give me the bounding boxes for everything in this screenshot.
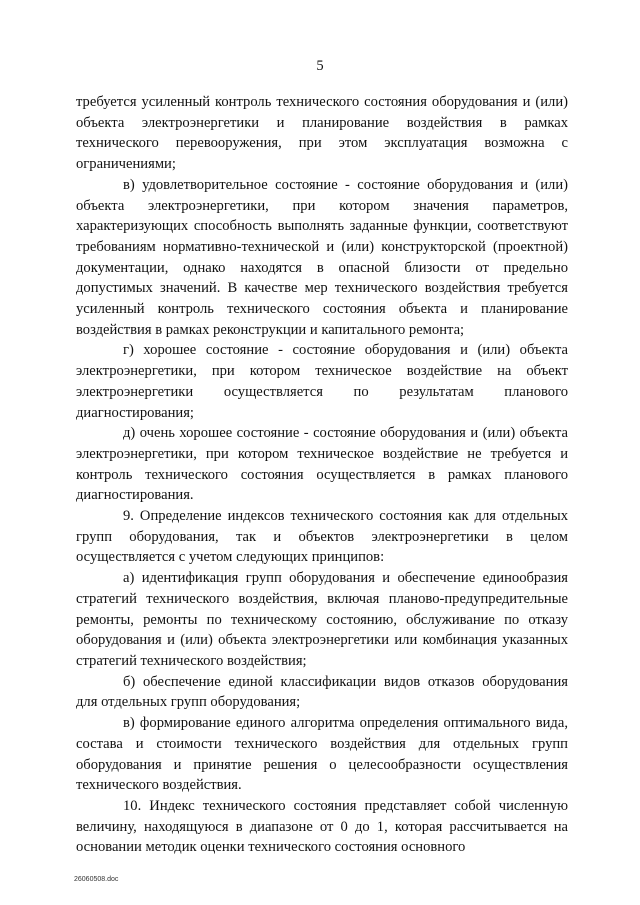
paragraph-item-d: д) очень хорошее состояние - состояние оборудования и (или) объекта электроэнергетики, при котором техническое воздействие не требуется и контроль технического состояния осуществляется в рамках планового диагностирования. [76,425,568,504]
paragraph-clause-9: 9. Определение индексов технического состояния как для отдельных групп оборудования, так и объектов электроэнергетики в целом осуществляется с учетом следующих принципов: [76,508,568,566]
paragraph-item-v2: в) формирование единого алгоритма определения оптимального вида, состава и стоимости технического воздействия для отдельных групп оборудования и принятие решения о целесообразности осуществления технического воздействия. [76,715,568,794]
paragraph-item-a: а) идентификация групп оборудования и обеспечение единообразия стратегий технического воздействия, включая планово-предупредительные ремонты, ремонты по техническому состоянию, обслуживание по отказу оборудования и (или) объекта электроэнергетики или комбинация указанных стратегий технического воздействия; [76,570,568,669]
paragraph-item-v: в) удовлетворительное состояние - состояние оборудования и (или) объекта электроэнергетики, при котором значения параметров, характеризующих способность выполнять заданные функции, соответствуют требованиям нормативно-технической и (или) конструкторской (проектной) документации, однако находятся в опасной близости от предельно допустимых значений. В качестве мер технического воздействия требуется усиленный контроль технического состояния объекта и планирование воздействия в рамках реконструкции и капитального ремонта; [76,176,568,338]
footer-filename: 26060508.doc [74,876,119,883]
paragraph-item-g: г) хорошее состояние - состояние оборудования и (или) объекта электроэнергетики, при котором техническое воздействие на объект электроэнергетики осуществляется по результатам планового диагностирования; [76,342,568,421]
paragraph-clause-10: 10. Индекс технического состояния представляет собой численную величину, находящуюся в диапазоне от 0 до 1, которая рассчитывается на основании методик оценки технического состояния основного [76,797,568,856]
paragraph-continuation: требуется усиленный контроль технического состояния оборудования и (или) объекта электроэнергетики и планирование воздействия в рамках технического перевооружения, при этом эксплуатация возможна с ограничениями; [76,94,568,173]
document-body [76,92,568,858]
paragraph-item-b: б) обеспечение единой классификации видов отказов оборудования для отдельных групп оборудования; [76,673,568,711]
page-number: 5 [316,58,324,74]
